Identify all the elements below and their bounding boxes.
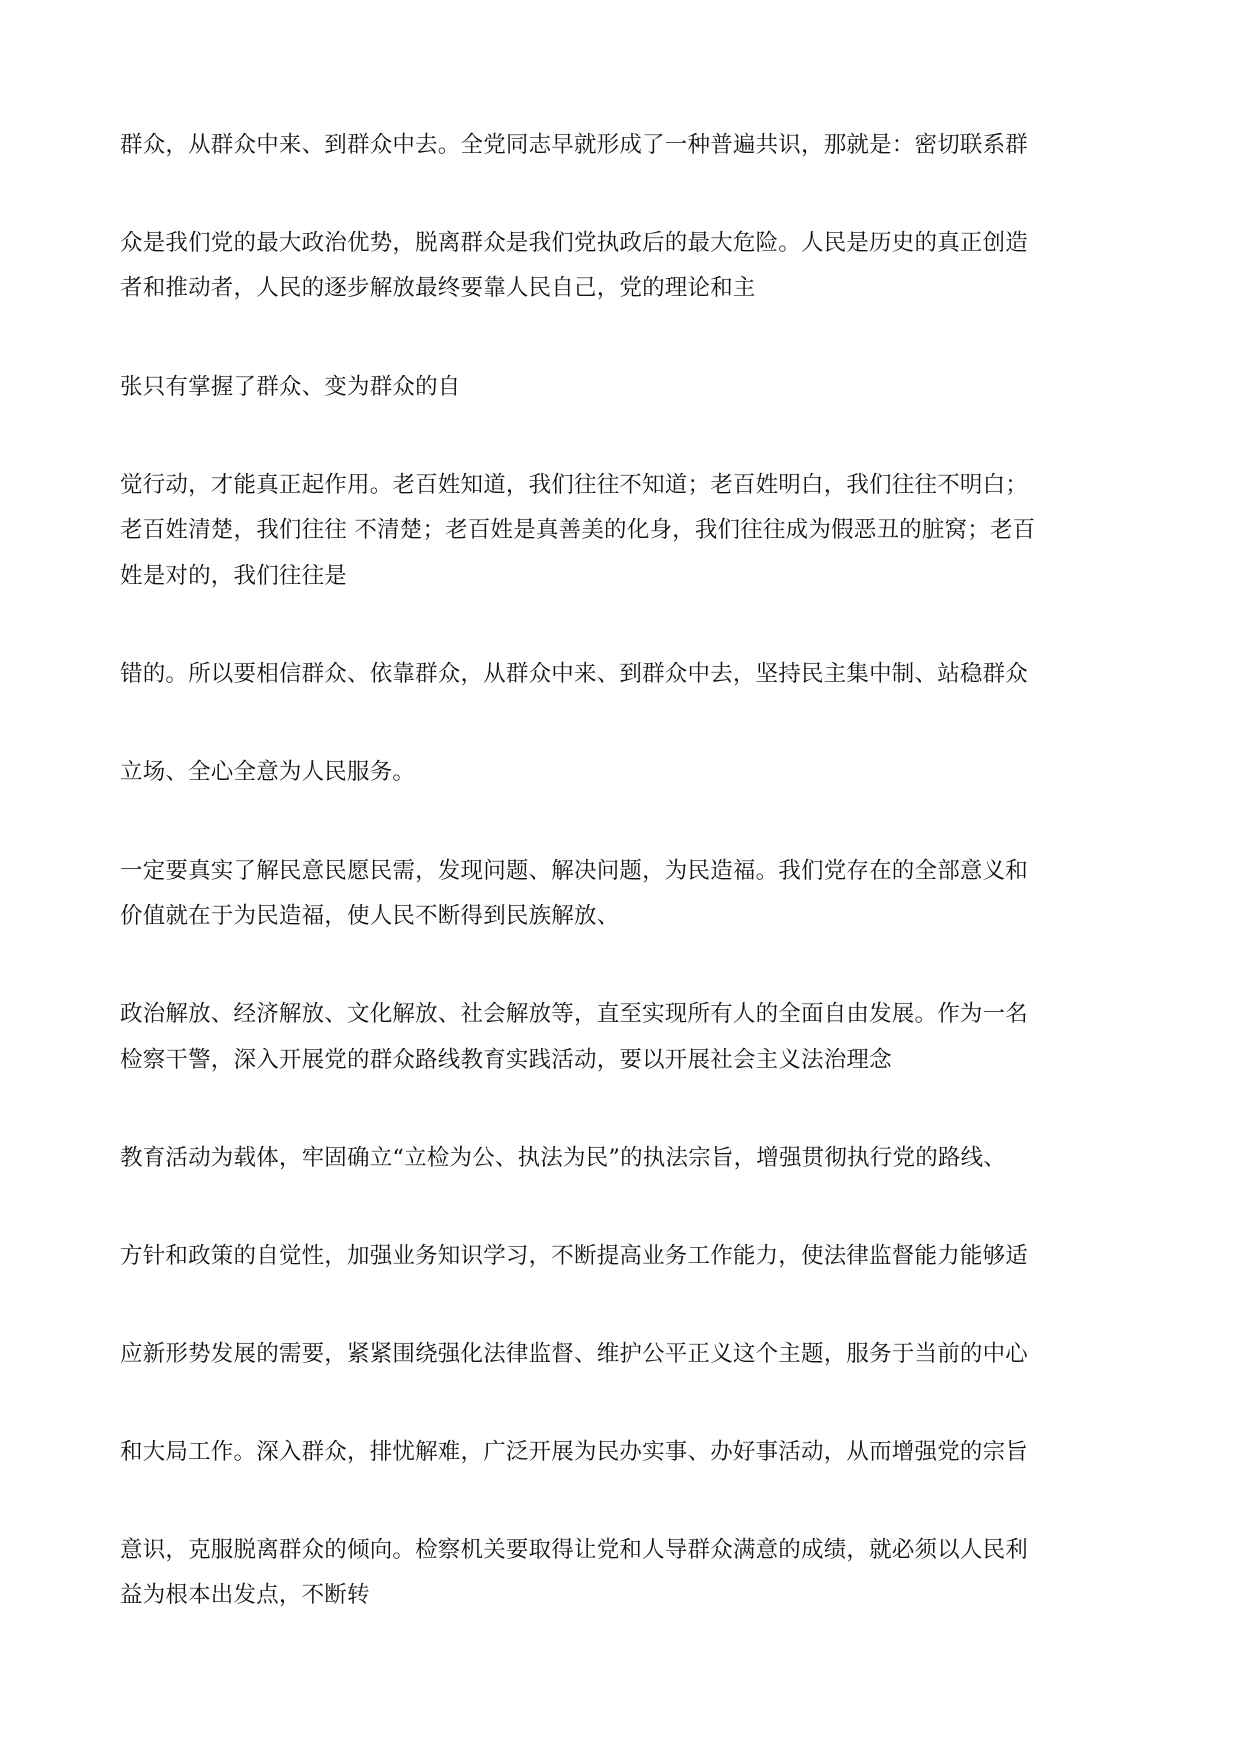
text-line: 姓是对的，我们往往是 [120, 563, 348, 589]
text-line: 张只有掌握了群众、变为群众的自 [120, 374, 461, 400]
text-line: 者和推动者，人民的逐步解放最终要靠人民自己，党的理论和主 [120, 275, 756, 301]
text-line: 益为根本出发点，不断转 [120, 1582, 370, 1608]
text-line: 价值就在于为民造福，使人民不断得到民族解放、 [120, 903, 620, 929]
text-line: 众是我们党的最大政治优势，脱离群众是我们党执政后的最大危险。人民是历史的真正创造 [120, 230, 1029, 256]
text-line: 意识，克服脱离群众的倾向。检察机关要取得让党和人导群众满意的成绩，就必须以人民利 [120, 1537, 1029, 1563]
text-line: 错的。所以要相信群众、依靠群众，从群众中来、到群众中去，坚持民主集中制、站稳群众 [120, 661, 1029, 687]
text-line: 教育活动为载体，牢固确立“立检为公、执法为民”的执法宗旨，增强贯彻执行党的路线、 [120, 1145, 1007, 1171]
text-line: 检察干警，深入开展党的群众路线教育实践活动，要以开展社会主义法治理念 [120, 1047, 892, 1073]
text-line: 立场、全心全意为人民服务。 [120, 759, 416, 785]
text-line: 政治解放、经济解放、文化解放、社会解放等，直至实现所有人的全面自由发展。作为一名 [120, 1001, 1029, 1027]
text-line: 群众，从群众中来、到群众中去。全党同志早就形成了一种普遍共识，那就是：密切联系群 [120, 132, 1029, 158]
text-line: 觉行动，才能真正起作用。老百姓知道，我们往往不知道；老百姓明白，我们往往不明白； [120, 472, 1029, 498]
text-line: 一定要真实了解民意民愿民需，发现问题、解决问题，为民造福。我们党存在的全部意义和 [120, 858, 1029, 884]
text-line: 和大局工作。深入群众，排忧解难，广泛开展为民办实事、办好事活动，从而增强党的宗旨 [120, 1439, 1029, 1465]
text-line: 方针和政策的自觉性，加强业务知识学习，不断提高业务工作能力，使法律监督能力能够适 [120, 1243, 1029, 1269]
text-line: 应新形势发展的需要，紧紧围绕强化法律监督、维护公平正义这个主题，服务于当前的中心 [120, 1341, 1029, 1367]
text-line: 老百姓清楚，我们往往 不清楚；老百姓是真善美的化身，我们往往成为假恶丑的脏窝；老百 [120, 517, 1036, 543]
